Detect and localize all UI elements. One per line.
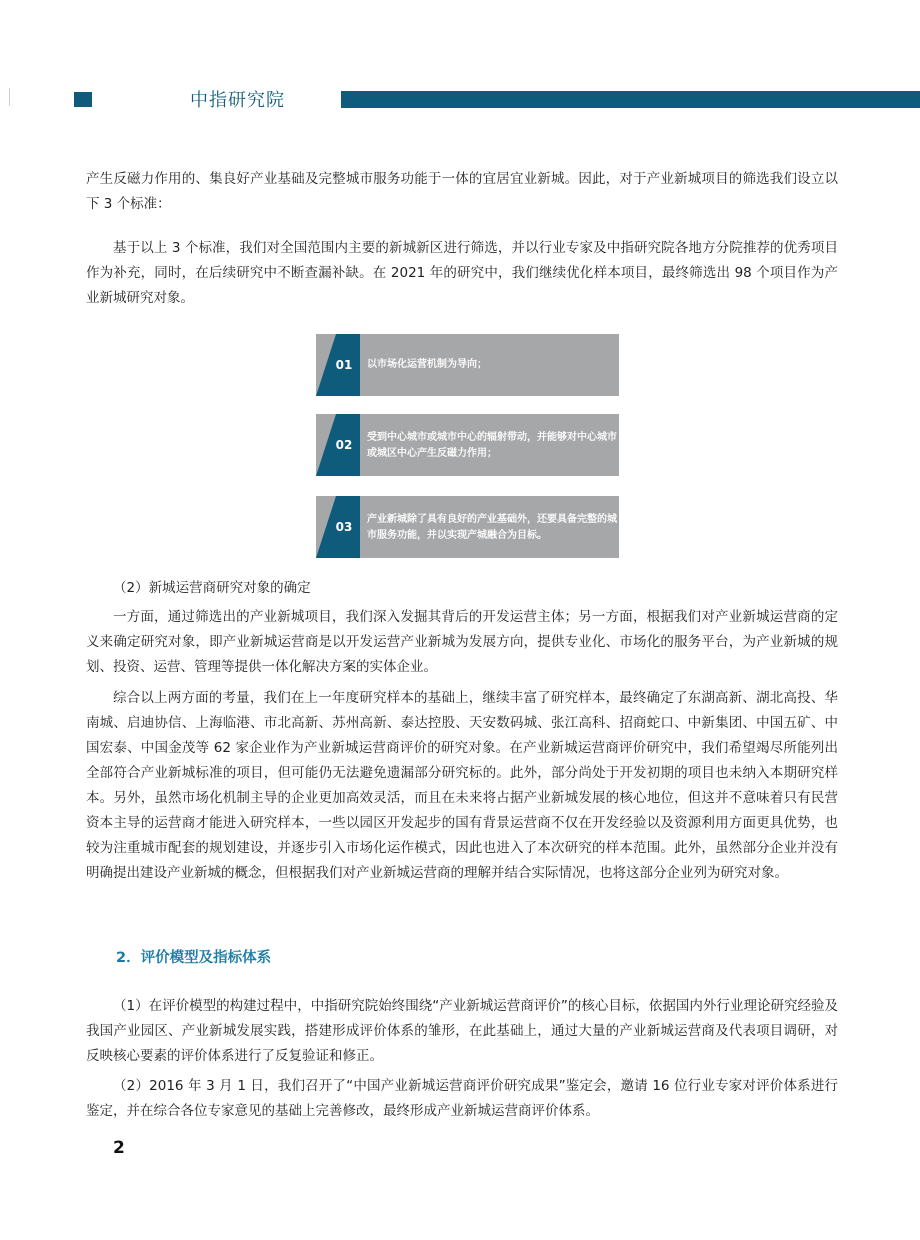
criterion-number: 02 [335,438,353,452]
paragraph-criteria-summary: 基于以上 3 个标准，我们对全国范围内主要的新城新区进行筛选，并以行业专家及中指研究院各地方分院推荐的优秀项目作为补充，同时，在后续研究中不断查漏补缺。在 2021 年的研究中，我们继续优化样本项目，最终筛选出 98 个项目作为产业新城研究对象。 [86,240,838,306]
criterion-text: 受到中心城市或城市中心的辐射带动，并能够对中心城市或城区中心产生反磁力作用； [367,432,617,459]
page-number: 2 [113,1138,125,1158]
criterion-card-3 [316,496,619,558]
paragraph-intro: 产生反磁力作用的、集良好产业基础及完整城市服务功能于一体的宜居宜业新城。因此，对于产业新城项目的筛选我们设立以下 3 个标准： [86,171,838,212]
criterion-card-1 [316,334,619,396]
criterion-text: 产业新城除了具有良好的产业基础外，还要具备完整的城市服务功能，并以实现产城融合为目标。 [367,514,617,541]
criterion-card-2 [316,414,619,476]
section-heading: 2．评价模型及指标体系 [116,950,272,966]
criterion-number: 01 [335,358,353,372]
header-square [74,92,92,107]
header-bar [341,91,920,108]
sub-heading: （2）新城运营商研究对象的确定 [113,580,311,596]
header-title: 中指研究院 [190,90,285,111]
paragraph-appraisal-meeting: （2）2016 年 3 月 1 日，我们召开了“中国产业新城运营商评价研究成果”鉴定会，邀请 16 位行业专家对评价体系进行鉴定，并在综合各位专家意见的基础上完善修改，最终形成产业新城运营商评价体系。 [86,1078,838,1119]
criterion-text: 以市场化运营机制为导向； [367,359,487,370]
paragraph-operator-sample: 综合以上两方面的考量，我们在上一年度研究样本的基础上，继续丰富了研究样本，最终确定了东湖高新、湖北高投、华南城、启迪协信、上海临港、市北高新、苏州高新、泰达控股、天安数码城、张江高科、招商蛇口、中新集团、中国五矿、中国宏泰、中国金茂等 62 家企业作为产业新城运营商评价的研究对象。在产业新城运营商评价研究中，我们希望竭尽所能列出全部符合产业新城标准的项目，但可能仍无法避免遗漏部分研究标的。此外，部分尚处于开发初期的项目也未纳入本期研究样本。另外，虽然市场化机制主导的企业更加高效灵活，而且在未来将占据产业新城发展的核心地位，但这并不意味着只有民营资本主导的运营商才能进入研究样本，一些以园区开发起步的国有背景运营商不仅在开发经验以及资源利用方面更具优势，也较为注重城市配套的规划建设，并逐步引入市场化运作模式，因此也进入了本次研究的样本范围。此外，虽然部分企业并没有明确提出建设产业新城的概念，但根据我们对产业新城运营商的理解并结合实际情况，也将这部分企业列为研究对象。 [86,690,838,881]
paragraph-model-construction: （1）在评价模型的构建过程中，中指研究院始终围绕“产业新城运营商评价”的核心目标，依据国内外行业理论研究经验及我国产业园区、产业新城发展实践，搭建形成评价体系的雏形，在此基础上，通过大量的产业新城运营商及代表项目调研，对反映核心要素的评价体系进行了反复验证和修正。 [86,998,838,1064]
criterion-number: 03 [335,520,353,534]
paragraph-operator-definition: 一方面，通过筛选出的产业新城项目，我们深入发掘其背后的开发运营主体；另一方面，根据我们对产业新城运营商的定义来确定研究对象，即产业新城运营商是以开发运营产业新城为发展方向，提供专业化、市场化的服务平台，为产业新城的规划、投资、运营、管理等提供一体化解决方案的实体企业。 [86,609,838,675]
header-tick [9,88,10,106]
